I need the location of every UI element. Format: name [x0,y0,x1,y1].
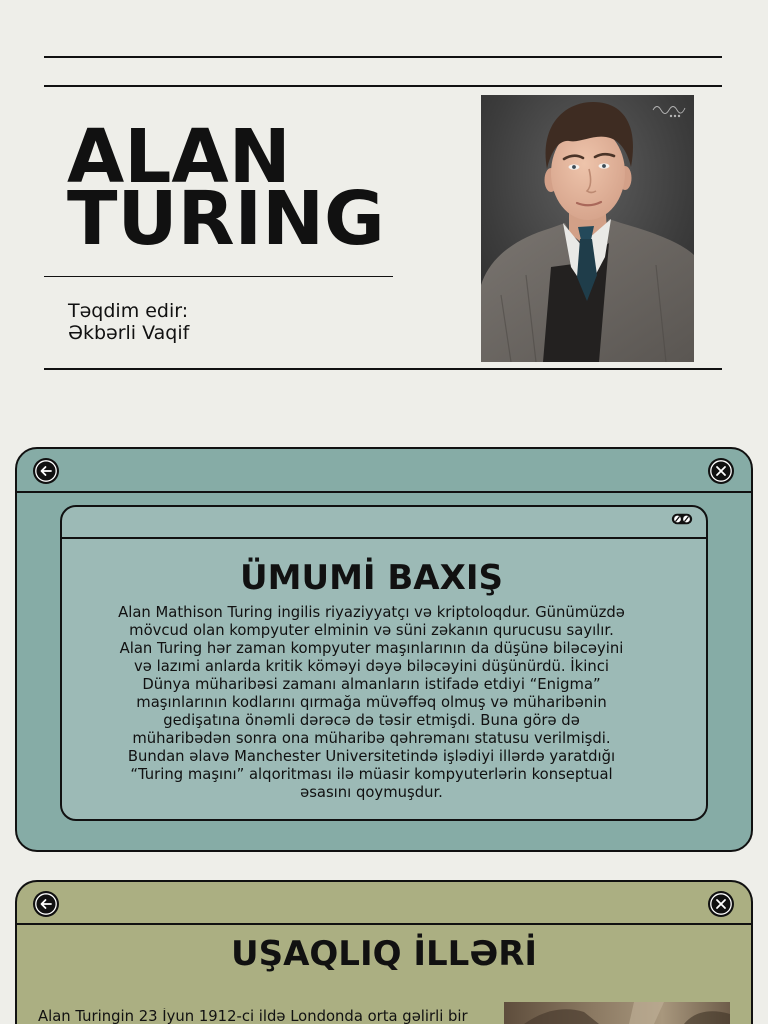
back-arrow-icon[interactable] [33,458,59,484]
presenter-name: Əkbərli Vaqif [68,322,190,344]
paragraph-line: gedişatına önəmli dərəcə də təsir etmişdi. Buna görə də [163,712,580,730]
presenter-block [68,300,189,344]
close-icon[interactable] [708,891,734,917]
paragraph-line: Alan Mathison Turing ingilis riyaziyyatçı və kriptoloqdur. Günümüzdə [118,603,625,621]
childhood-heading: UŞAQLIQ İLLƏRİ [230,934,538,974]
childhood-paragraph: Alan Turingin 23 İyun 1912-ci ildə Londonda orta gəlirli bir [38,1008,468,1024]
title-underline [44,276,393,277]
paragraph-line: müharibədən sonra ona müharibə qəhrəmanı statusu verilmişdi. [132,730,611,748]
paragraph-line: Bundan əlavə Manchester Universitetində işlədiyi illərdə yaratdığı [127,748,616,766]
top-rule [44,56,722,58]
overview-inner-titlebar [62,507,706,539]
overview-paragraph [70,604,673,803]
overview-titlebar [17,449,751,493]
title-line: TURING [67,176,385,262]
paragraph-line: “Turing maşını” alqoritması ilə müasir kompyuterlərin konseptual [130,766,613,784]
paragraph-line: Alan Turing hər zaman kompyuter maşınlarının da düşünə biləcəyini [119,639,624,657]
childhood-window [15,880,753,1024]
paragraph-line: və lazımi anlarda kritik köməyi dəyə biləcəyini düşünürdü. İkinci [134,657,609,675]
overview-inner-window [60,505,708,821]
page-title [67,114,385,262]
portrait-photo [481,95,694,362]
paragraph-line: əsasını qoymuşdur. [300,784,443,802]
close-icon[interactable] [708,458,734,484]
paragraph-line: Dünya müharibəsi zamanı almanların istifadə etdiyi “Enigma” [142,675,601,693]
overview-heading: ÜMUMİ BAXIŞ [240,558,503,598]
back-arrow-icon[interactable] [33,891,59,917]
overview-window [15,447,753,852]
header-bottom-rule [44,368,722,370]
childhood-photo [504,1002,730,1024]
childhood-titlebar [17,882,751,925]
toggle-icon[interactable] [671,513,693,525]
paragraph-line: mövcud olan kompyuter elminin və süni zəkanın qurucusu sayılır. [129,621,614,639]
paragraph-line: maşınlarının kodlarını qırmağa müvəffəq olmuş və müharibənin [136,693,607,711]
presenter-label: Təqdim edir: [68,300,189,322]
second-rule [44,85,722,87]
title-line: ALAN [67,114,291,200]
